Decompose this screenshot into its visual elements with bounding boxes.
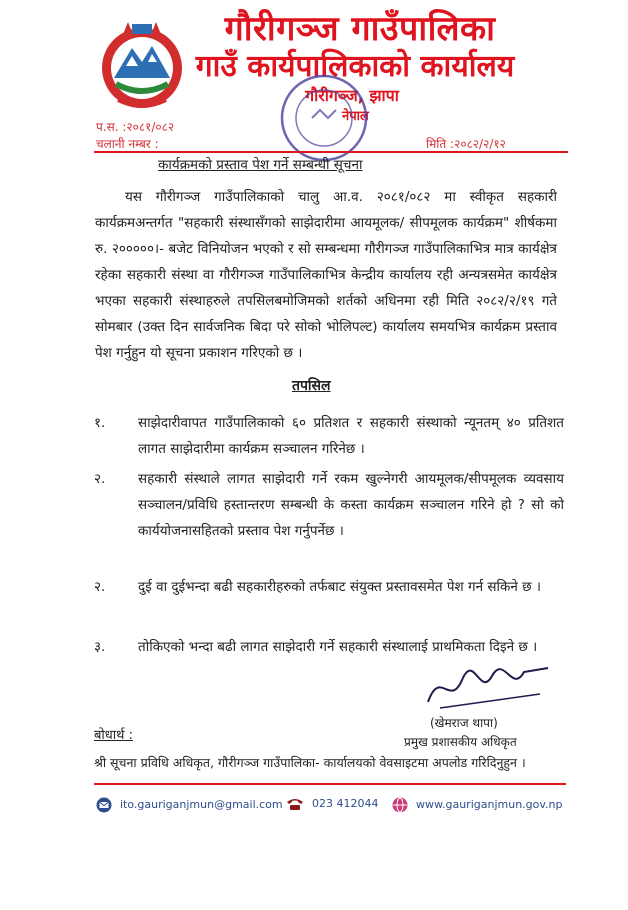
item-number: ३. <box>94 639 106 655</box>
notice-body-text: यस गौरीगञ्ज गाउँपालिकाको चालु आ.व. २०८१/०८२ मा स्वीकृत सहकारी कार्यक्रमअन्तर्गत "सहकारी संस्थासँगको साझेदारीमा आयमूलक/ सीपमूलक कार्यक्रम" शीर्षकमा रु. २०००००।- बजेट विनियोजन भएको र सो सम्बन्धमा गौरीगञ्ज गाउँपालिकाभित्र मात्र कार्यक्षेत्र रहेका सहकारी संस्था वा गौरीगञ्ज गाउँपालिकाभित्र केन्द्रीय कार्यालय रही अन्यत्रसमेत कार्यक्षेत्र भएका सहकारी संस्थाहरुले तपसिलबमोजिमको शर्तको अधिनमा रही मिति २०८२/२/१९ गते सोमबार (उक्त दिन सार्वजनिक बिदा परे सोको भोलिपल्ट) कार्यालय समयभित्र कार्यक्रम प्रस्ताव पेश गर्नुहुन यो सूचना प्रकाशन गरिएको छ । <box>95 189 557 361</box>
handwritten-signature <box>420 658 570 714</box>
envelope-icon <box>96 797 112 813</box>
item-text: तोकिएको भन्दा बढी लागत साझेदारी गर्ने सहकारी संस्थालाई प्राथमिकता दिइने छ । <box>138 639 538 655</box>
item-text: साझेदारीवापत गाउँपालिकाको ६० प्रतिशत र सहकारी संस्थाको न्यूनतम् ४० प्रतिशत लागत साझेदारीमा कार्यक्रम सञ्चालन गरिनेछ । <box>138 415 564 457</box>
item-number: १. <box>94 415 106 431</box>
signatory-title: प्रमुख प्रशासकीय अधिकृत <box>404 735 517 749</box>
item-number: २. <box>94 579 106 595</box>
reference-number: प.स. :२०८१/०८२ <box>96 120 175 134</box>
item-text: दुई वा दुईभन्दा बढी सहकारीहरुको तर्फबाट संयुक्त प्रस्तावसमेत पेश गर्न सकिने छ । <box>138 579 542 595</box>
item-number: २. <box>94 471 106 487</box>
signatory-name: (खेमराज थापा) <box>430 716 498 730</box>
footer-phone-text: 023 412044 <box>312 797 379 810</box>
bodhartha-text: श्री सूचना प्रविधि अधिकृत, गौरीगञ्ज गाउँपालिका- कार्यालयको वेवसाइटमा अपलोड गरिदिनुहुन । <box>94 755 526 770</box>
item-text: सहकारी संस्थाले लागत साझेदारी गर्ने रकम खुल्नेगरी आयमूलक/सीपमूलक व्यवसाय सञ्चालन/प्रविधि हस्तान्तरण सम्बन्धी के कस्ता कार्यक्रम सञ्चालन गरिने हो ? सो को कार्ययोजनासहितको प्रस्ताव पेश गर्नुपर्नेछ । <box>138 471 564 539</box>
footer-email-text: ito.gauriganjmun@gmail.com <box>120 798 283 811</box>
header-divider <box>94 151 568 153</box>
notice-body <box>95 184 557 366</box>
globe-icon <box>392 797 408 813</box>
footer-divider <box>94 783 566 785</box>
dispatch-number: चलानी नम्बर : <box>96 137 159 151</box>
letterhead-office-name: गाउँ कार्यपालिकाको कार्यालय <box>195 49 515 84</box>
letterhead-country: नेपाल <box>342 109 369 124</box>
list-item <box>94 574 564 626</box>
list-item <box>94 466 564 544</box>
footer-email[interactable] <box>96 797 283 813</box>
bodhartha-heading: बोधार्थ : <box>94 728 133 743</box>
letterhead-address: गौरीगञ्ज, झापा <box>305 86 399 105</box>
nepal-emblem-logo <box>94 18 190 114</box>
footer-website[interactable] <box>392 797 562 813</box>
tapasil-heading: तपसिल <box>292 378 331 394</box>
telephone-icon <box>286 797 304 811</box>
letter-date: मिति :२०८२/२/१२ <box>426 137 506 151</box>
footer-website-text: www.gauriganjmun.gov.np <box>416 798 563 811</box>
footer-phone[interactable] <box>286 797 378 811</box>
notice-subject: कार्यक्रमको प्रस्ताव पेश गर्ने सम्बन्धी सूचना <box>158 157 363 173</box>
letterhead-municipality-name: गौरीगञ्ज गाउँपालिका <box>224 9 496 49</box>
list-item <box>94 410 564 462</box>
